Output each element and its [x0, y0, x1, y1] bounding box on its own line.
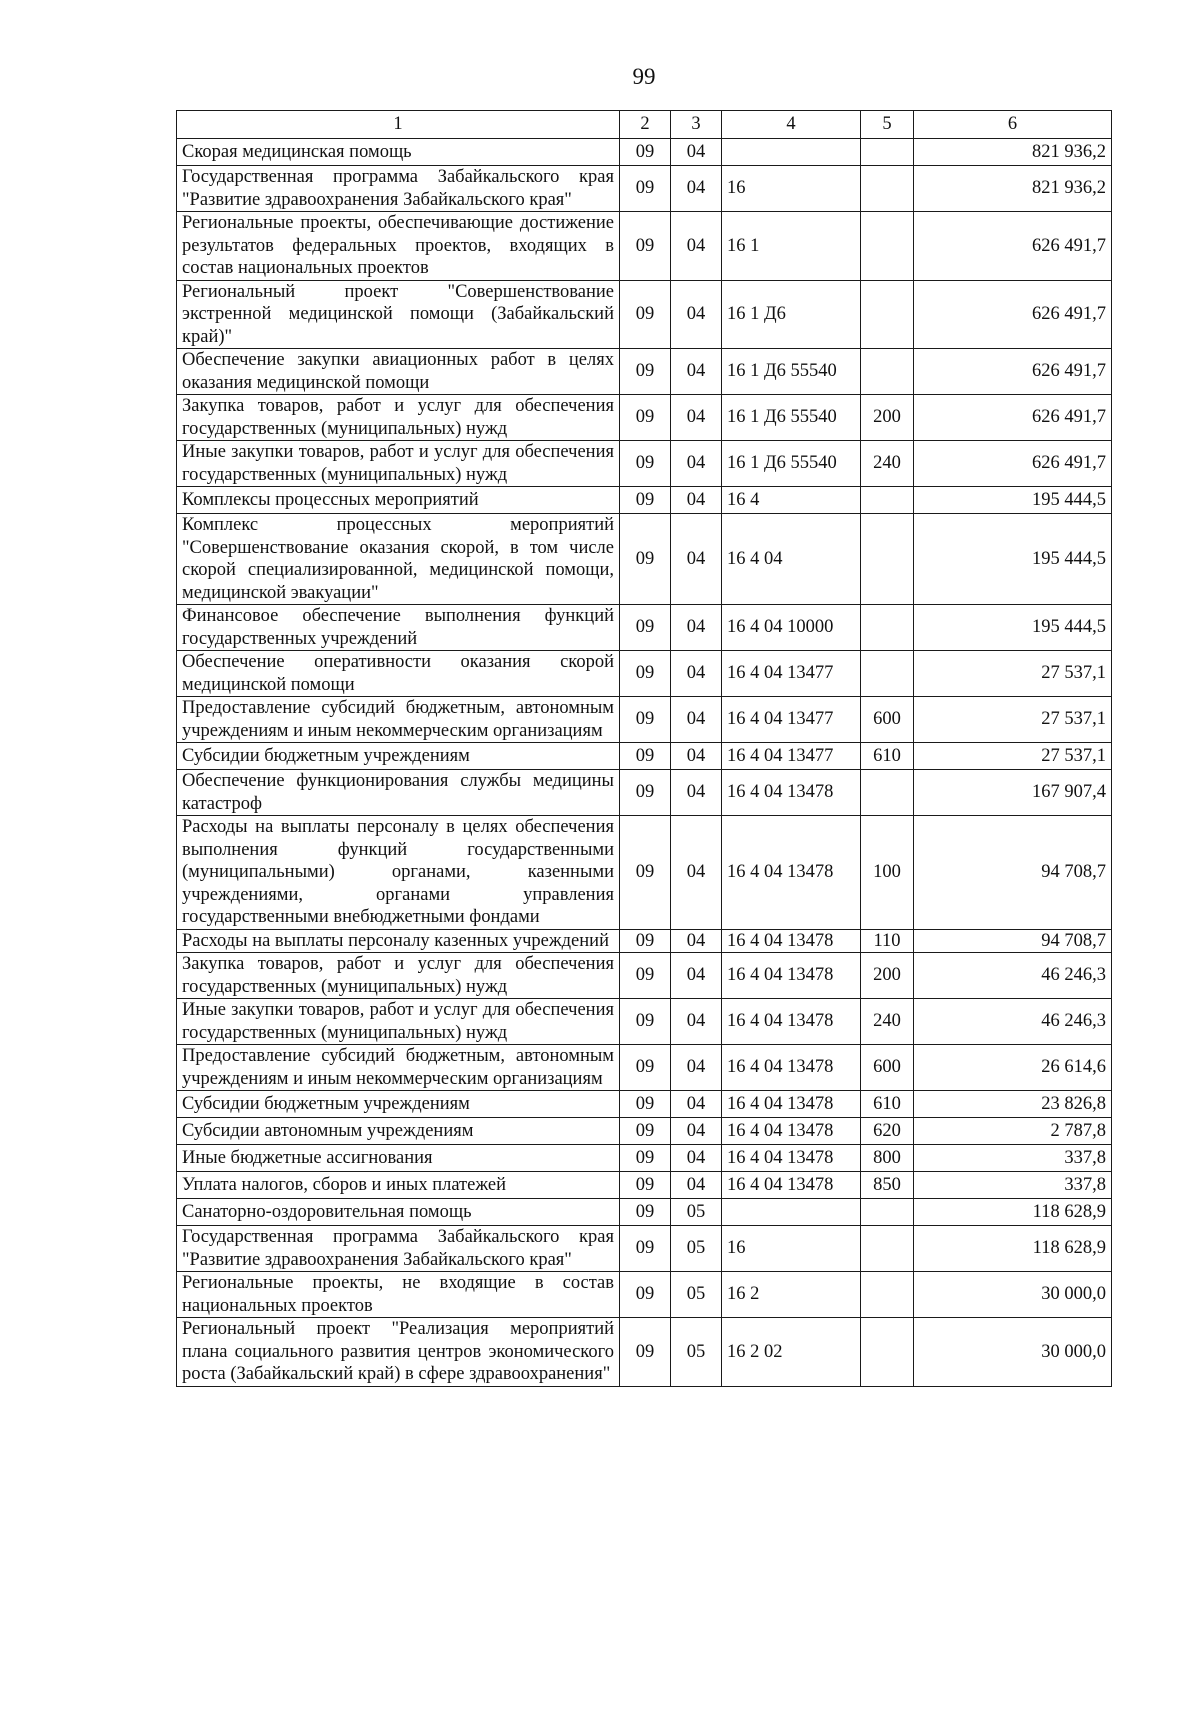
cell-target-article: 16 1: [722, 212, 861, 281]
cell-expense-type: [861, 1199, 914, 1226]
cell-section: 09: [620, 487, 671, 514]
cell-section: 09: [620, 441, 671, 487]
cell-expense-type: [861, 1226, 914, 1272]
table-row: [177, 929, 1112, 953]
cell-amount: 27 537,1: [914, 697, 1112, 743]
budget-table: [176, 110, 1112, 1387]
cell-subsection: 04: [671, 816, 722, 930]
table-body: [177, 139, 1112, 1387]
column-header-target-article: 4: [722, 111, 861, 139]
cell-name: Государственная программа Забайкальского края "Развитие здравоохранения Забайкальского края": [177, 166, 620, 212]
cell-name: Комплекс процессных мероприятий "Совершенствование оказания скорой, в том числе скорой специализированной, медицинской помощи, медицинской эвакуации": [177, 514, 620, 605]
cell-name: Иные бюджетные ассигнования: [177, 1145, 620, 1172]
cell-subsection: 04: [671, 1045, 722, 1091]
cell-expense-type: [861, 514, 914, 605]
cell-target-article: 16 4 04 13478: [722, 816, 861, 930]
page-number: 99: [632, 64, 656, 89]
cell-expense-type: [861, 349, 914, 395]
cell-expense-type: 800: [861, 1145, 914, 1172]
table-row: [177, 349, 1112, 395]
column-header-amount: 6: [914, 111, 1112, 139]
cell-subsection: 04: [671, 697, 722, 743]
cell-expense-type: [861, 212, 914, 281]
cell-subsection: 04: [671, 743, 722, 770]
table-row: [177, 212, 1112, 281]
cell-amount: 626 491,7: [914, 212, 1112, 281]
cell-expense-type: 600: [861, 1045, 914, 1091]
cell-target-article: 16 4 04 13478: [722, 1091, 861, 1118]
cell-section: 09: [620, 1091, 671, 1118]
cell-name: Обеспечение закупки авиационных работ в целях оказания медицинской помощи: [177, 349, 620, 395]
cell-target-article: 16 4: [722, 487, 861, 514]
cell-subsection: 04: [671, 929, 722, 953]
cell-section: 09: [620, 1272, 671, 1318]
cell-name: Государственная программа Забайкальского края "Развитие здравоохранения Забайкальского края": [177, 1226, 620, 1272]
table-row: [177, 1272, 1112, 1318]
table-row: [177, 1199, 1112, 1226]
cell-subsection: 04: [671, 1145, 722, 1172]
cell-name: Санаторно-оздоровительная помощь: [177, 1199, 620, 1226]
cell-subsection: 04: [671, 349, 722, 395]
cell-section: 09: [620, 1145, 671, 1172]
cell-name: Комплексы процессных мероприятий: [177, 487, 620, 514]
table-row: [177, 514, 1112, 605]
cell-target-article: 16 4 04: [722, 514, 861, 605]
cell-name: Скорая медицинская помощь: [177, 139, 620, 166]
cell-amount: 23 826,8: [914, 1091, 1112, 1118]
cell-subsection: 05: [671, 1199, 722, 1226]
cell-amount: 337,8: [914, 1172, 1112, 1199]
header-row: [177, 111, 1112, 139]
cell-section: 09: [620, 697, 671, 743]
cell-section: 09: [620, 395, 671, 441]
cell-subsection: 04: [671, 139, 722, 166]
cell-subsection: 04: [671, 280, 722, 349]
cell-name: Уплата налогов, сборов и иных платежей: [177, 1172, 620, 1199]
column-header-name: 1: [177, 111, 620, 139]
cell-subsection: 05: [671, 1226, 722, 1272]
cell-section: 09: [620, 280, 671, 349]
table-row: [177, 1091, 1112, 1118]
cell-expense-type: [861, 770, 914, 816]
table-row: [177, 651, 1112, 697]
cell-subsection: 04: [671, 1172, 722, 1199]
cell-target-article: 16 2 02: [722, 1318, 861, 1387]
cell-target-article: [722, 1199, 861, 1226]
cell-target-article: 16 4 04 13478: [722, 1045, 861, 1091]
cell-subsection: 04: [671, 212, 722, 281]
cell-expense-type: [861, 651, 914, 697]
cell-amount: 195 444,5: [914, 605, 1112, 651]
cell-expense-type: 110: [861, 929, 914, 953]
cell-target-article: 16 4 04 10000: [722, 605, 861, 651]
cell-amount: 337,8: [914, 1145, 1112, 1172]
cell-name: Закупка товаров, работ и услуг для обеспечения государственных (муниципальных) нужд: [177, 395, 620, 441]
cell-section: 09: [620, 816, 671, 930]
cell-amount: 27 537,1: [914, 743, 1112, 770]
cell-subsection: 04: [671, 1091, 722, 1118]
cell-target-article: 16 1 Д6: [722, 280, 861, 349]
cell-amount: 195 444,5: [914, 514, 1112, 605]
cell-subsection: 04: [671, 605, 722, 651]
cell-expense-type: [861, 139, 914, 166]
cell-amount: 626 491,7: [914, 349, 1112, 395]
cell-amount: 167 907,4: [914, 770, 1112, 816]
cell-expense-type: [861, 1272, 914, 1318]
cell-target-article: 16: [722, 166, 861, 212]
cell-amount: 626 491,7: [914, 280, 1112, 349]
cell-amount: 821 936,2: [914, 166, 1112, 212]
cell-name: Субсидии бюджетным учреждениям: [177, 1091, 620, 1118]
cell-subsection: 04: [671, 166, 722, 212]
table-row: [177, 139, 1112, 166]
cell-section: 09: [620, 139, 671, 166]
cell-section: 09: [620, 605, 671, 651]
table-row: [177, 1172, 1112, 1199]
cell-name: Субсидии автономным учреждениям: [177, 1118, 620, 1145]
cell-section: 09: [620, 953, 671, 999]
cell-target-article: 16 4 04 13478: [722, 953, 861, 999]
cell-name: Региональные проекты, обеспечивающие достижение результатов федеральных проектов, входящих в состав национальных проектов: [177, 212, 620, 281]
cell-expense-type: 610: [861, 743, 914, 770]
cell-target-article: 16 4 04 13478: [722, 1118, 861, 1145]
cell-amount: 46 246,3: [914, 953, 1112, 999]
table-row: [177, 1118, 1112, 1145]
cell-subsection: 04: [671, 514, 722, 605]
table-row: [177, 770, 1112, 816]
cell-amount: 26 614,6: [914, 1045, 1112, 1091]
cell-section: 09: [620, 1118, 671, 1145]
cell-amount: 195 444,5: [914, 487, 1112, 514]
cell-expense-type: 850: [861, 1172, 914, 1199]
cell-amount: 30 000,0: [914, 1318, 1112, 1387]
cell-expense-type: 100: [861, 816, 914, 930]
cell-expense-type: 610: [861, 1091, 914, 1118]
cell-section: 09: [620, 1199, 671, 1226]
cell-name: Финансовое обеспечение выполнения функций государственных учреждений: [177, 605, 620, 651]
cell-target-article: 16 4 04 13478: [722, 1145, 861, 1172]
cell-subsection: 04: [671, 1118, 722, 1145]
cell-amount: 30 000,0: [914, 1272, 1112, 1318]
cell-name: Субсидии бюджетным учреждениям: [177, 743, 620, 770]
cell-target-article: 16 4 04 13478: [722, 1172, 861, 1199]
cell-name: Закупка товаров, работ и услуг для обеспечения государственных (муниципальных) нужд: [177, 953, 620, 999]
cell-name: Региональные проекты, не входящие в состав национальных проектов: [177, 1272, 620, 1318]
cell-subsection: 04: [671, 651, 722, 697]
column-header-section: 2: [620, 111, 671, 139]
cell-section: 09: [620, 514, 671, 605]
cell-section: 09: [620, 212, 671, 281]
cell-target-article: 16 4 04 13477: [722, 651, 861, 697]
cell-amount: 626 491,7: [914, 441, 1112, 487]
cell-amount: 821 936,2: [914, 139, 1112, 166]
table-row: [177, 1318, 1112, 1387]
cell-target-article: 16 2: [722, 1272, 861, 1318]
cell-section: 09: [620, 1045, 671, 1091]
cell-name: Предоставление субсидий бюджетным, автономным учреждениям и иным некоммерческим организациям: [177, 1045, 620, 1091]
table-row: [177, 697, 1112, 743]
table-row: [177, 280, 1112, 349]
cell-name: Региональный проект "Реализация мероприятий плана социального развития центров экономического роста (Забайкальский край) в сфере здравоохранения": [177, 1318, 620, 1387]
cell-name: Обеспечение оперативности оказания скорой медицинской помощи: [177, 651, 620, 697]
cell-target-article: 16 4 04 13477: [722, 697, 861, 743]
cell-target-article: 16 4 04 13478: [722, 999, 861, 1045]
cell-target-article: 16 1 Д6 55540: [722, 441, 861, 487]
cell-amount: 2 787,8: [914, 1118, 1112, 1145]
cell-target-article: 16: [722, 1226, 861, 1272]
cell-expense-type: 240: [861, 999, 914, 1045]
cell-amount: 46 246,3: [914, 999, 1112, 1045]
cell-target-article: 16 1 Д6 55540: [722, 349, 861, 395]
table-row: [177, 605, 1112, 651]
cell-expense-type: 240: [861, 441, 914, 487]
cell-section: 09: [620, 651, 671, 697]
table-row: [177, 953, 1112, 999]
table-row: [177, 487, 1112, 514]
cell-section: 09: [620, 929, 671, 953]
cell-section: 09: [620, 1172, 671, 1199]
table-row: [177, 999, 1112, 1045]
cell-subsection: 04: [671, 770, 722, 816]
table-row: [177, 441, 1112, 487]
cell-name: Иные закупки товаров, работ и услуг для обеспечения государственных (муниципальных) нужд: [177, 441, 620, 487]
cell-expense-type: [861, 1318, 914, 1387]
cell-subsection: 04: [671, 395, 722, 441]
cell-name: Региональный проект "Совершенствование экстренной медицинской помощи (Забайкальский край)": [177, 280, 620, 349]
cell-subsection: 04: [671, 953, 722, 999]
cell-subsection: 05: [671, 1318, 722, 1387]
cell-name: Расходы на выплаты персоналу казенных учреждений: [177, 929, 620, 953]
cell-subsection: 04: [671, 487, 722, 514]
table-row: [177, 166, 1112, 212]
cell-name: Иные закупки товаров, работ и услуг для обеспечения государственных (муниципальных) нужд: [177, 999, 620, 1045]
cell-expense-type: [861, 605, 914, 651]
cell-expense-type: [861, 280, 914, 349]
table-row: [177, 743, 1112, 770]
cell-amount: 94 708,7: [914, 929, 1112, 953]
cell-target-article: [722, 139, 861, 166]
cell-target-article: 16 1 Д6 55540: [722, 395, 861, 441]
cell-section: 09: [620, 349, 671, 395]
cell-target-article: 16 4 04 13478: [722, 929, 861, 953]
table-row: [177, 1045, 1112, 1091]
table-row: [177, 395, 1112, 441]
cell-section: 09: [620, 1226, 671, 1272]
cell-amount: 94 708,7: [914, 816, 1112, 930]
table-row: [177, 1226, 1112, 1272]
cell-section: 09: [620, 999, 671, 1045]
cell-name: Предоставление субсидий бюджетным, автономным учреждениям и иным некоммерческим организациям: [177, 697, 620, 743]
table-row: [177, 816, 1112, 930]
cell-expense-type: [861, 166, 914, 212]
cell-expense-type: 600: [861, 697, 914, 743]
cell-section: 09: [620, 1318, 671, 1387]
table-row: [177, 1145, 1112, 1172]
cell-subsection: 04: [671, 999, 722, 1045]
cell-section: 09: [620, 770, 671, 816]
cell-subsection: 04: [671, 441, 722, 487]
cell-name: Обеспечение функционирования службы медицины катастроф: [177, 770, 620, 816]
cell-amount: 118 628,9: [914, 1226, 1112, 1272]
cell-section: 09: [620, 166, 671, 212]
cell-expense-type: [861, 487, 914, 514]
cell-target-article: 16 4 04 13477: [722, 743, 861, 770]
cell-expense-type: 200: [861, 953, 914, 999]
column-header-subsection: 3: [671, 111, 722, 139]
cell-subsection: 05: [671, 1272, 722, 1318]
cell-amount: 118 628,9: [914, 1199, 1112, 1226]
cell-name: Расходы на выплаты персоналу в целях обеспечения выполнения функций государственными (муниципальными) органами, казенными учреждениями, органами управления государственными внебюджетными фондами: [177, 816, 620, 930]
cell-amount: 27 537,1: [914, 651, 1112, 697]
cell-amount: 626 491,7: [914, 395, 1112, 441]
cell-expense-type: 620: [861, 1118, 914, 1145]
cell-expense-type: 200: [861, 395, 914, 441]
cell-section: 09: [620, 743, 671, 770]
cell-target-article: 16 4 04 13478: [722, 770, 861, 816]
column-header-expense-type: 5: [861, 111, 914, 139]
